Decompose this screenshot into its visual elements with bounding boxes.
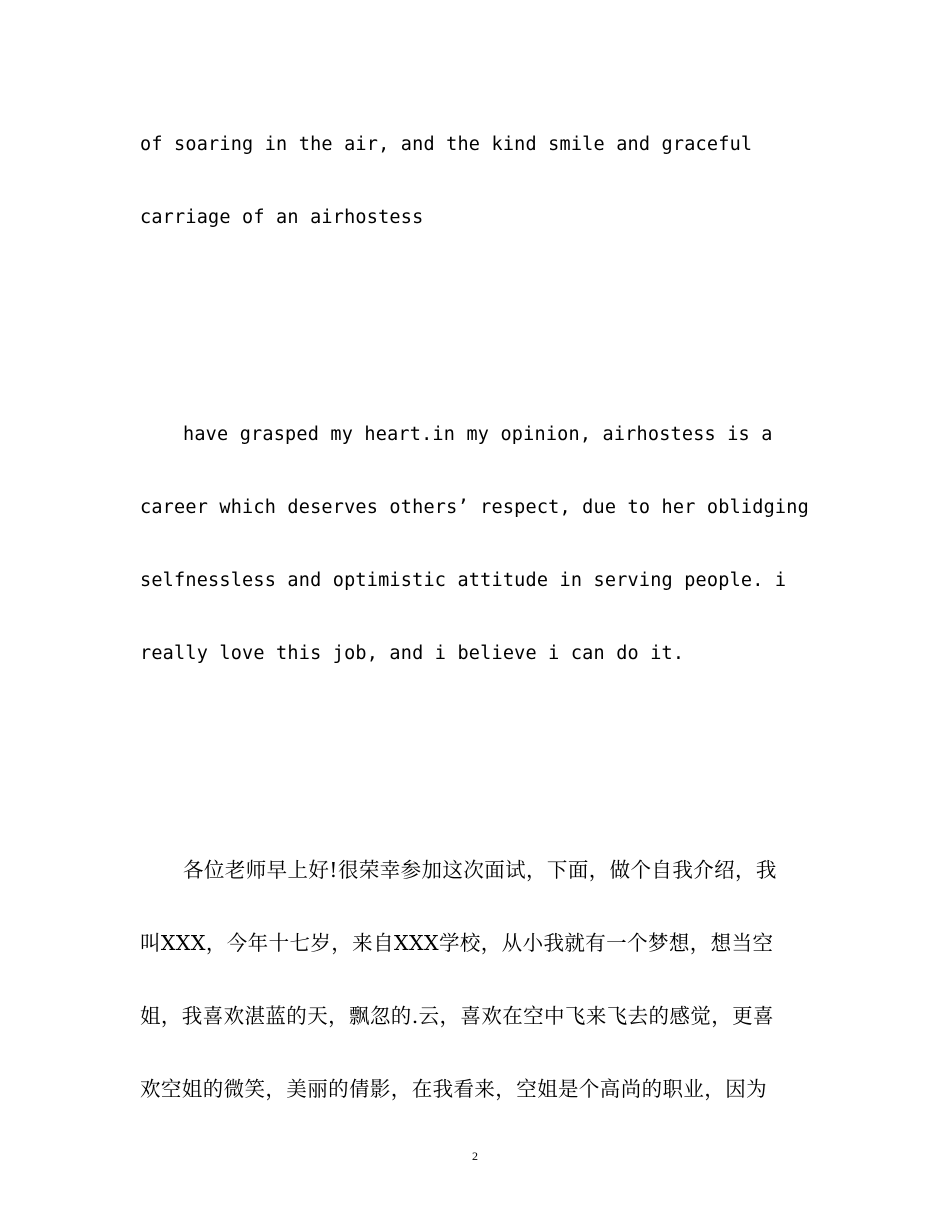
paragraph-2-line-2: career which deserves others’ respect, due to her oblidging: [140, 497, 809, 518]
paragraph-1-line-2: carriage of an airhostess: [140, 207, 424, 228]
paragraph-3-line-3: 姐，我喜欢湛蓝的天，飘忽的.云，喜欢在空中飞来飞去的感觉，更喜: [140, 1004, 774, 1028]
paragraph-3-line-4: 欢空姐的微笑，美丽的倩影，在我看来，空姐是个高尚的职业，因为: [140, 1077, 767, 1101]
paragraph-2-line-4: really love this job, and i believe i can do it.: [140, 643, 685, 664]
paragraph-3-line-1: 各位老师早上好!很荣幸参加这次面试，下面，做个自我介绍，我: [183, 858, 777, 882]
paragraph-3-line-2: 叫XXX，今年十七岁，来自XXX学校，从小我就有一个梦想，想当空: [140, 931, 774, 955]
paragraph-2-line-1: have grasped my heart.in my opinion, airhostess is a: [183, 424, 773, 445]
paragraph-2-line-3: selfnessless and optimistic attitude in serving people. i: [140, 570, 787, 591]
paragraph-1-line-1: of soaring in the air, and the kind smile and graceful: [140, 134, 753, 155]
page-number: 2: [472, 1149, 478, 1163]
